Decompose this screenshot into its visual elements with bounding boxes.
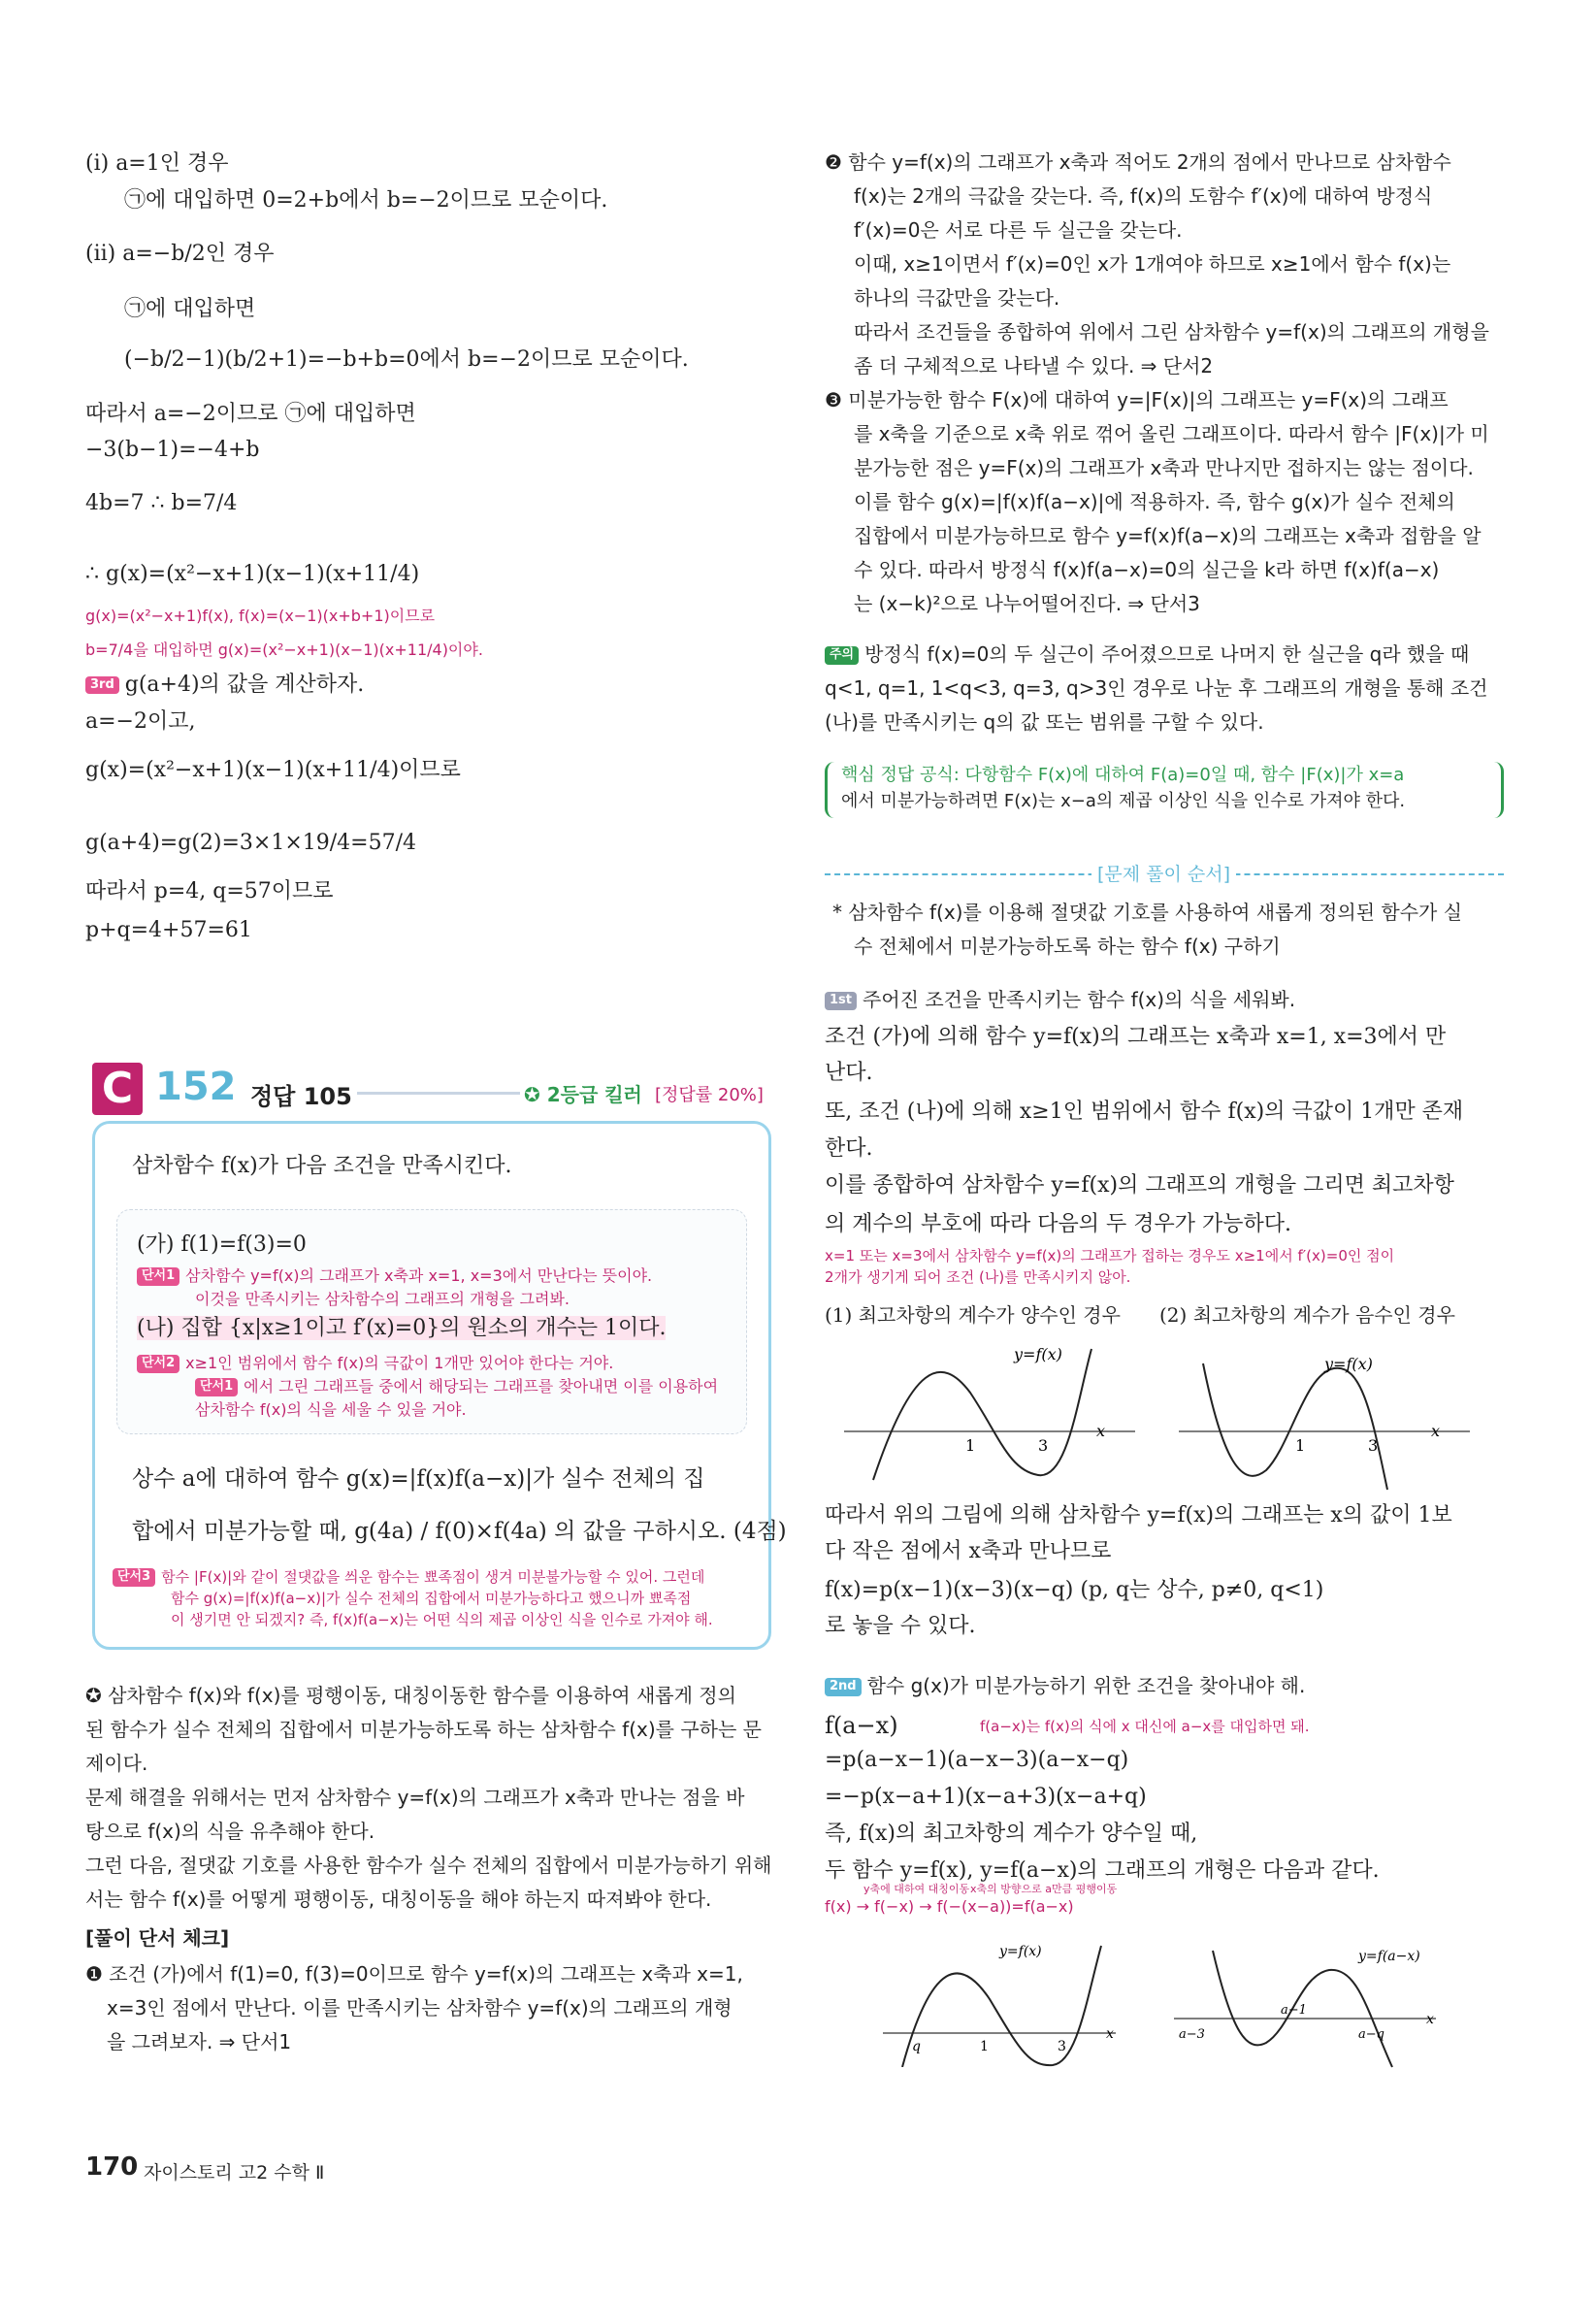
after-graph-line: 로 놓을 수 있다. <box>825 1614 976 1638</box>
step-2-line: f(a−x) <box>825 1712 898 1739</box>
check-3-line: 를 x축을 기준으로 x축 위로 꺾어 올린 그래프이다. 따라서 함수 |F(x)|가 미 <box>854 422 1489 445</box>
problem-question-2: 합에서 미분가능할 때, g(4a) / f(0)×f(4a) 의 값을 구하시오. (4점) <box>132 1519 787 1544</box>
cubic-curve <box>902 1946 1101 2067</box>
step-2-line: 즉, f(x)의 최고차항의 계수가 양수일 때, <box>825 1822 1198 1846</box>
step-1-line: 한다. <box>825 1136 873 1161</box>
check-2-line: f(x)는 2개의 극값을 갖는다. 즉, f(x)의 도함수 f′(x)에 대하여 방정식 <box>854 184 1433 208</box>
step-1-title-text: 주어진 조건을 만족시키는 함수 f(x)의 식을 세워봐. <box>863 988 1296 1011</box>
transform-note: x축의 방향으로 a만큼 평행이동 <box>970 1883 1118 1895</box>
caution-note <box>825 642 1469 667</box>
case-negative-label: (2) 최고차항의 계수가 음수인 경우 <box>1159 1303 1455 1327</box>
correct-rate: [정답률 20%] <box>655 1085 764 1105</box>
axis-label-x: x <box>1106 2026 1114 2042</box>
solution-order-label: [문제 풀이 순서] <box>1091 860 1236 886</box>
case-2-body: ㉠에 대입하면 <box>124 297 256 321</box>
check-1-line: 을 그려보자. ⇒ 단서1 <box>107 2030 292 2053</box>
root-label-3: 3 <box>1038 1436 1049 1455</box>
difficulty-badge: ✪ 2등급 킬러 <box>524 1083 642 1106</box>
check-3-line: 분가능한 점은 y=F(x)의 그래프가 x축과 만나지만 접하지는 않는 점이다. <box>854 456 1474 479</box>
after-graph-line: 따라서 위의 그림에 의해 삼차함수 y=f(x)의 그래프는 x의 값이 1보 <box>825 1503 1452 1527</box>
check-3-line: 이를 함수 g(x)=|f(x)f(a−x)|에 적용하자. 즉, 함수 g(x)가 실수 전체의 <box>854 490 1455 513</box>
step-2-line: =p(a−x−1)(a−x−3)(a−x−q) <box>825 1748 1129 1772</box>
clue-3-line-b: 함수 g(x)=|f(x)f(a−x)|가 실수 전체의 집합에서 미분가능하다고 했으니까 뾰족점 <box>171 1590 692 1607</box>
side-note: g(x)=(x²−x+1)f(x), f(x)=(x−1)(x+b+1)이므로 <box>85 607 436 625</box>
step-1-tag: 1st <box>825 992 857 1009</box>
transform-chain: f(x) → f(−x) → f(−(x−a))=f(a−x) <box>825 1897 1074 1916</box>
condition-ga: (가) f(1)=f(3)=0 <box>137 1232 307 1257</box>
explain-line: 된 함수가 실수 전체의 집합에서 미분가능하도록 하는 삼차함수 f(x)를 구하는 문 <box>85 1718 762 1741</box>
step-1-line: 이를 종합하여 삼차함수 y=f(x)의 그래프의 개형을 그리면 최고차항 <box>825 1173 1454 1198</box>
step-1-note: x=1 또는 x=3에서 삼차함수 y=f(x)의 그래프가 접하는 경우도 x≥1에서 f′(x)=0인 점이 <box>825 1247 1395 1264</box>
check-2: ❷ 함수 y=f(x)의 그래프가 x축과 적어도 2개의 점에서 만나므로 삼차함수 <box>825 150 1451 174</box>
header-rule <box>357 1092 520 1095</box>
clue-3-line-c: 이 생기면 안 되겠지? 즉, f(x)f(a−x)는 어떤 식의 제곱 이상인 식을 인수로 가져야 해. <box>171 1611 713 1628</box>
clue-3-tag: 단서3 <box>113 1568 155 1586</box>
root-label-3: 3 <box>1368 1436 1379 1455</box>
graph-label: y=f(x) <box>999 1944 1042 1959</box>
check-1-line: x=3인 점에서 만난다. 이를 만족시키는 삼차함수 y=f(x)의 그래프의 개형 <box>107 1996 733 2020</box>
clue-3 <box>113 1568 704 1587</box>
solution-line: 4b=7 ∴ b=7/4 <box>85 491 238 515</box>
check-title: [풀이 단서 체크] <box>85 1926 230 1950</box>
clue-1-text: 삼차함수 y=f(x)의 그래프가 x축과 x=1, x=3에서 만난다는 뜻이야. <box>185 1266 653 1285</box>
axis-label-x: x <box>1426 2012 1434 2027</box>
graph-positive-leading <box>844 1344 1155 1490</box>
clue-2-text: x≥1인 범위에서 함수 f(x)의 극값이 1개만 있어야 한다는 거야. <box>185 1354 614 1372</box>
step-1-line: 또, 조건 (나)에 의해 x≥1인 범위에서 함수 f(x)의 극값이 1개만 존재 <box>825 1100 1464 1124</box>
caution-line: q<1, q=1, 1<q<3, q=3, q>3인 경우로 나눈 후 그래프의 개형을 통해 조건 <box>825 676 1488 700</box>
fx-formula: f(x)=p(x−1)(x−3)(x−q) (p, q는 상수, p≠0, q<1) <box>825 1578 1324 1602</box>
step-2-arrow-note: f(a−x)는 f(x)의 식에 x 대신에 a−x를 대입하면 돼. <box>980 1718 1310 1735</box>
condition-box <box>116 1209 747 1434</box>
solution-line: −3(b−1)=−4+b <box>85 438 260 462</box>
condition-na-text: (나) 집합 {x|x≥1이고 f′(x)=0}의 원소의 개수는 1이다. <box>137 1316 667 1340</box>
condition-na <box>137 1315 666 1342</box>
graph-negative-leading <box>1179 1354 1489 1499</box>
problem-box <box>92 1121 787 1650</box>
step-3-tag: 3rd <box>85 676 119 694</box>
case-2-heading: (ⅱ) a=−b/2인 경우 <box>85 242 275 266</box>
step-2-title <box>825 1674 1305 1698</box>
explain-line: 그런 다음, 절댓값 기호를 사용한 함수가 실수 전체의 집합에서 미분가능하기 위해 <box>85 1854 772 1877</box>
book-title: 자이스토리 고2 수학 Ⅱ <box>144 2162 325 2184</box>
explain-line: 문제 해결을 위해서는 먼저 삼차함수 y=f(x)의 그래프가 x축과 만나는 점을 바 <box>85 1786 745 1809</box>
cubic-curve <box>1203 1363 1387 1490</box>
cubic-curve <box>873 1349 1091 1480</box>
root-label-1: 1 <box>965 1436 976 1455</box>
step-2-tag: 2nd <box>825 1678 862 1695</box>
step-3-title <box>85 672 364 699</box>
explain-line: 탕으로 f(x)의 식을 유추해야 한다. <box>85 1820 375 1843</box>
final-answer-line: p+q=4+57=61 <box>85 918 252 942</box>
check-3-line: 수 있다. 따라서 방정식 f(x)f(a−x)=0의 실근을 k라 하면 f(x)f(a−x) <box>854 558 1440 581</box>
caution-tag: 주의 <box>825 646 859 664</box>
solution-order-item: * 삼차함수 f(x)를 이용해 절댓값 기호를 사용하여 새롭게 정의된 함수가 실 <box>832 901 1463 924</box>
core-formula-line: 에서 미분가능하려면 F(x)는 x−a의 제곱 이상인 식을 인수로 가져야 한다. <box>841 791 1406 811</box>
transform-note: y축에 대하여 대칭이동 <box>863 1883 970 1895</box>
clue-2-tag: 단서2 <box>137 1355 179 1372</box>
clue-1-continued: 이것을 만족시키는 삼차함수의 그래프의 개형을 그려봐. <box>195 1290 570 1308</box>
step-1-note: 2개가 생기게 되어 조건 (나)를 만족시키지 않아. <box>825 1268 1131 1286</box>
solution-line: a=−2이고, <box>85 709 196 734</box>
clue-3-text: 함수 |F(x)|와 같이 절댓값을 씌운 함수는 뾰족점이 생겨 미분불가능할 수 있어. 그런데 <box>161 1568 705 1586</box>
graph-fax <box>1174 1946 1465 2072</box>
graph-label: y=f(a−x) <box>1358 1949 1420 1964</box>
check-3-line: 집합에서 미분가능하므로 함수 y=f(x)f(a−x)의 그래프는 x축과 접함을 알 <box>854 524 1482 547</box>
graph-label: y=f(x) <box>1014 1345 1062 1363</box>
root-label-1: 1 <box>1295 1436 1306 1455</box>
clue-2-line-c: 삼차함수 f(x)의 식을 세울 수 있을 거야. <box>195 1400 467 1419</box>
solution-line: g(x)=(x²−x+1)(x−1)(x+11/4)이므로 <box>85 758 461 782</box>
page-number: 170 <box>85 2152 139 2182</box>
side-note: b=7/4을 대입하면 g(x)=(x²−x+1)(x−1)(x+11/4)이야. <box>85 640 483 659</box>
step-1-line: 난다. <box>825 1061 873 1085</box>
problem-badge: C <box>92 1063 143 1115</box>
root-label-a-minus-1: a−1 <box>1281 2003 1307 2018</box>
clue-1 <box>137 1266 652 1286</box>
explain-line: 서는 함수 f(x)를 어떻게 평행이동, 대칭이동을 해야 하는지 따져봐야 한다. <box>85 1888 712 1911</box>
check-3-line: 는 (x−k)²으로 나누어떨어진다. ⇒ 단서3 <box>854 592 1200 615</box>
step-2-title-text: 함수 g(x)가 미분가능하기 위한 조건을 찾아내야 해. <box>866 1674 1306 1697</box>
root-label-1: 1 <box>980 2039 989 2054</box>
step-1-line: 조건 (가)에 의해 함수 y=f(x)의 그래프는 x축과 x=1, x=3에서 만 <box>825 1025 1447 1049</box>
step-3-text: g(a+4)의 값을 계산하자. <box>124 673 365 697</box>
step-2-line: 두 함수 y=f(x), y=f(a−x)의 그래프의 개형은 다음과 같다. <box>825 1858 1380 1883</box>
axis-label-x: x <box>1431 1422 1441 1440</box>
graph-fx <box>883 1941 1135 2067</box>
check-2-line: 이때, x≥1이면서 f′(x)=0인 x가 1개여야 하므로 x≥1에서 함수 f(x)는 <box>854 252 1451 276</box>
step-1-line: 의 계수의 부호에 따라 다음의 두 경우가 가능하다. <box>825 1212 1291 1236</box>
clue-1-tag: 단서1 <box>137 1267 179 1285</box>
case-1-heading: (ⅰ) a=1인 경우 <box>85 151 229 176</box>
core-formula-box <box>825 762 1504 818</box>
step-2-line: =−p(x−a+1)(x−a+3)(x−a+q) <box>825 1785 1147 1809</box>
check-2-line: 따라서 조건들을 종합하여 위에서 그린 삼차함수 y=f(x)의 그래프의 개형을 <box>854 320 1489 344</box>
case-1-body: ㉠에 대입하면 0=2+b에서 b=−2이므로 모순이다. <box>124 188 608 213</box>
problem-stem: 삼차함수 f(x)가 다음 조건을 만족시킨다. <box>132 1154 512 1178</box>
caution-text: 방정식 f(x)=0의 두 실근이 주어졌으므로 나머지 한 실근을 q라 했을 때 <box>864 642 1470 666</box>
solution-line: 따라서 p=4, q=57이므로 <box>85 879 334 903</box>
graph-label: y=f(x) <box>1324 1355 1373 1373</box>
solution-line: g(a+4)=g(2)=3×1×19/4=57/4 <box>85 831 417 855</box>
clue-2 <box>137 1354 613 1373</box>
case-2-equation: (−b/2−1)(b/2+1)=−b+b=0에서 b=−2이므로 모순이다. <box>124 347 689 372</box>
check-1: ❶ 조건 (가)에서 f(1)=0, f(3)=0이므로 함수 y=f(x)의 그래프는 x축과 x=1, <box>85 1962 743 1986</box>
clue-2-line-b: 에서 그린 그래프들 중에서 해당되는 그래프를 찾아내면 이를 이용하여 <box>244 1377 719 1396</box>
solution-result: ∴ g(x)=(x²−x+1)(x−1)(x+11/4) <box>85 562 420 586</box>
solution-order-item: 수 전체에서 미분가능하도록 하는 함수 f(x) 구하기 <box>854 935 1281 958</box>
solution-line: 따라서 a=−2이므로 ㉠에 대입하면 <box>85 402 416 426</box>
clue-ref-tag: 단서1 <box>195 1378 238 1396</box>
axis-label-x: x <box>1096 1422 1106 1440</box>
problem-question-1: 상수 a에 대하여 함수 g(x)=|f(x)f(a−x)|가 실수 전체의 집 <box>132 1466 705 1492</box>
core-formula-line: 핵심 정답 공식: 다항함수 F(x)에 대하여 F(a)=0일 때, 함수 |F(x)|가 x=a <box>841 765 1405 785</box>
check-3: ❸ 미분가능한 함수 F(x)에 대하여 y=|F(x)|의 그래프는 y=F(x)의 그래프 <box>825 388 1449 411</box>
step-1-title <box>825 988 1295 1012</box>
root-label-3: 3 <box>1058 2039 1066 2054</box>
case-positive-label: (1) 최고차항의 계수가 양수인 경우 <box>825 1303 1121 1327</box>
explain-line: 제이다. <box>85 1752 148 1775</box>
after-graph-line: 다 작은 점에서 x축과 만나므로 <box>825 1539 1112 1563</box>
root-label-a-minus-3: a−3 <box>1179 2027 1205 2042</box>
answer-label: 정답 105 <box>250 1083 352 1110</box>
check-2-line: 좀 더 구체적으로 나타낼 수 있다. ⇒ 단서2 <box>854 354 1214 378</box>
check-2-line: f′(x)=0은 서로 다른 두 실근을 갖는다. <box>854 218 1183 242</box>
check-2-line: 하나의 극값만을 갖는다. <box>854 286 1060 310</box>
clue-2-continued <box>195 1377 718 1396</box>
root-label-a-minus-q: a−q <box>1358 2027 1384 2042</box>
explain-line: ✪ 삼차함수 f(x)와 f(x)를 평행이동, 대칭이동한 함수를 이용하여 새롭게 정의 <box>85 1684 736 1707</box>
caution-line: (나)를 만족시키는 q의 값 또는 범위를 구할 수 있다. <box>825 710 1264 734</box>
problem-number: 152 <box>155 1065 237 1109</box>
root-label-q: q <box>912 2039 921 2054</box>
